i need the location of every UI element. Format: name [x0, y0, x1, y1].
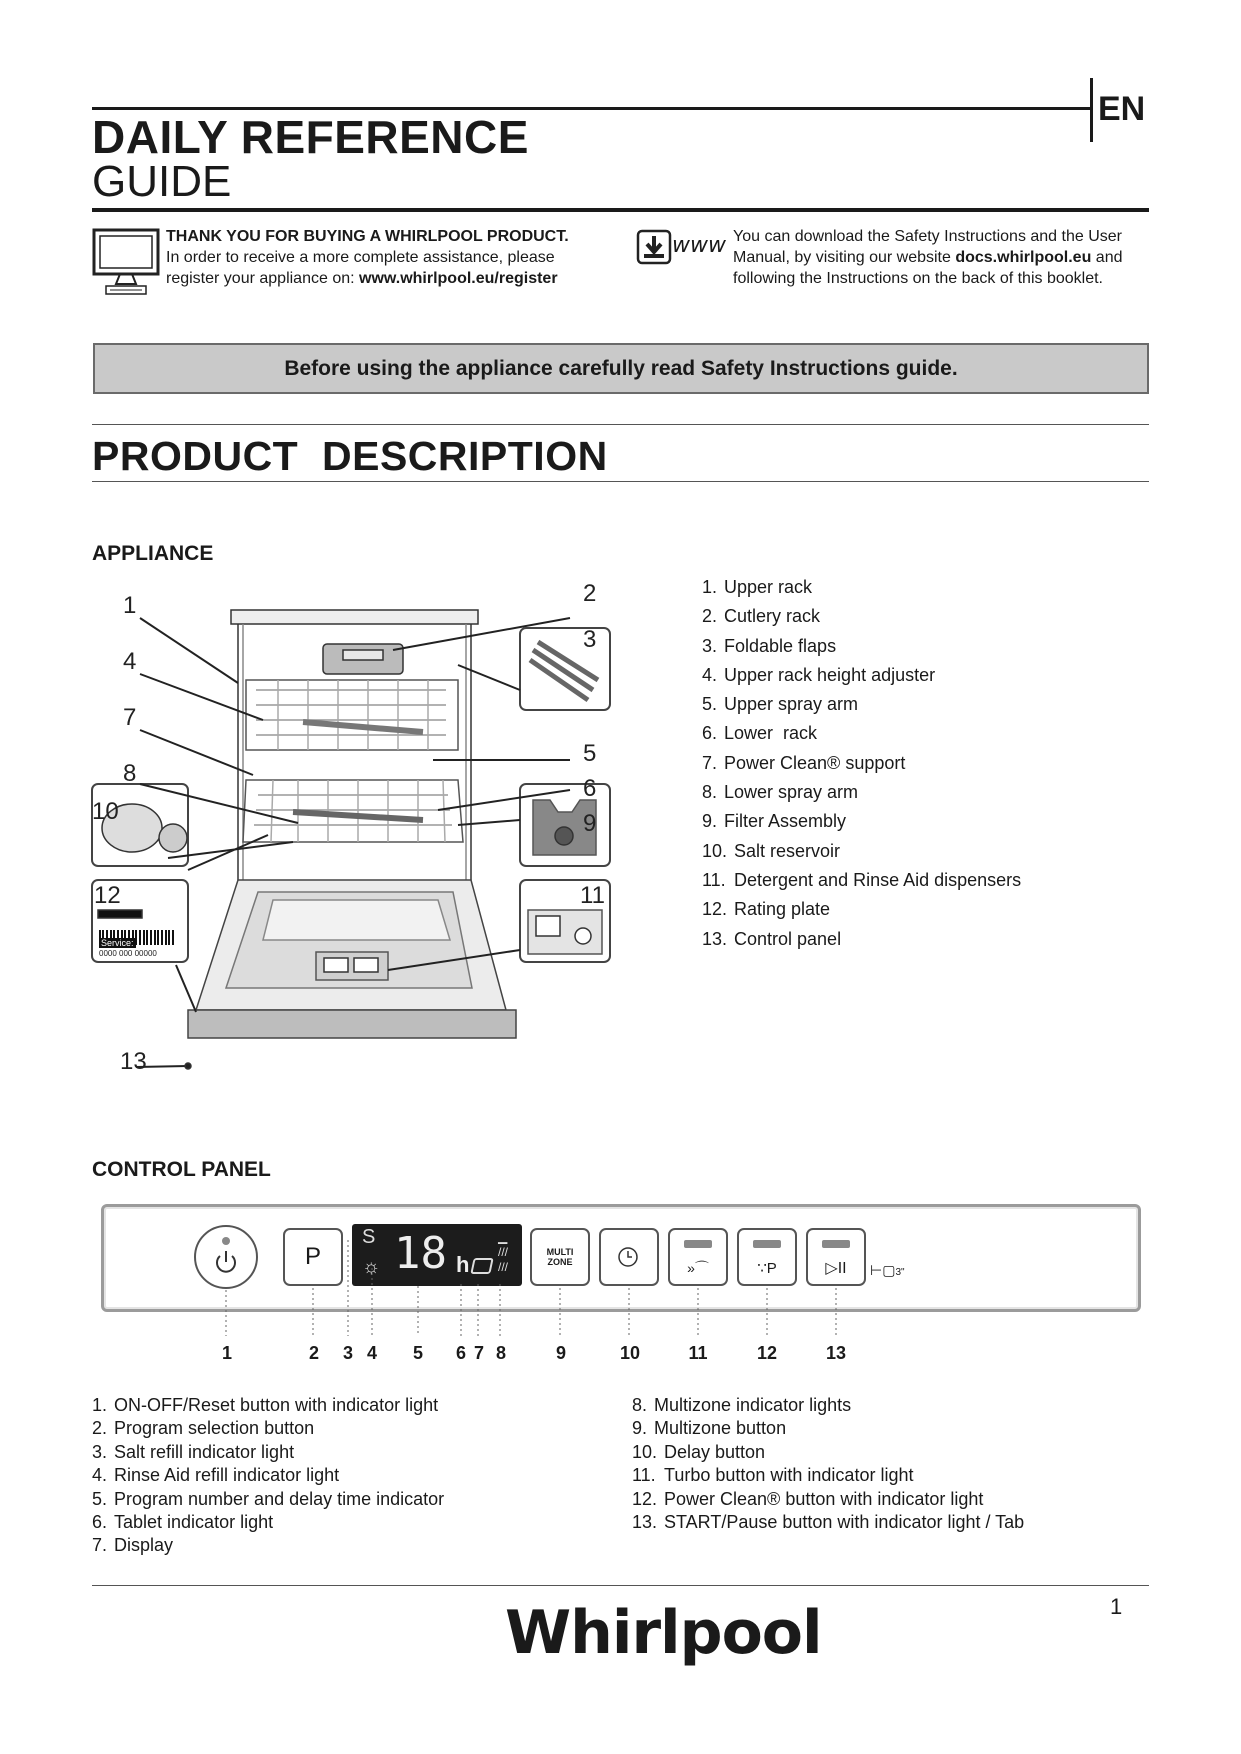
cp-number-1: 1	[221, 1343, 233, 1363]
list-item: 9. Filter Assembly	[702, 811, 847, 832]
intro-right-line2: Manual, by visiting our website	[733, 249, 956, 266]
list-item: 8. Multizone indicator lights	[632, 1395, 852, 1415]
page-number: 1	[1110, 1594, 1123, 1619]
intro-left-line3: register your appliance on:	[166, 270, 359, 287]
diagram-label-12: 12	[94, 882, 121, 909]
diagram-label-9: 9	[583, 810, 597, 837]
list-item: 12. Power Clean® button with indicator light	[632, 1488, 984, 1509]
list-item: 3. Salt refill indicator light	[92, 1441, 295, 1462]
diagram-label-8: 8	[123, 760, 137, 787]
list-item: 6. Lower rack	[702, 723, 818, 744]
cp-number-13: 13	[825, 1343, 847, 1363]
list-item: 2. Program selection button	[92, 1418, 315, 1439]
diagram-label-7: 7	[123, 704, 137, 731]
diagram-label-6: 6	[583, 775, 597, 802]
multizone-button: MULTI ZONE	[530, 1228, 590, 1286]
appliance-heading: APPLIANCE	[92, 542, 214, 565]
page-subtitle: GUIDE	[92, 157, 232, 206]
list-item: 10. Delay button	[632, 1441, 766, 1462]
cp-number-5: 5	[412, 1343, 424, 1363]
cp-number-3: 3	[342, 1343, 354, 1363]
list-item: 1. ON-OFF/Reset button with indicator light	[92, 1395, 439, 1415]
diagram-label-11: 11	[580, 882, 605, 909]
cp-number-2: 2	[308, 1343, 320, 1363]
section-title: PRODUCT DESCRIPTION	[92, 433, 608, 479]
cp-number-11: 11	[688, 1343, 708, 1363]
rating-plate-number: 0000 000 00000	[99, 949, 157, 958]
power-clean-icon: ∵P	[757, 1260, 777, 1277]
list-item: 9. Multizone button	[632, 1418, 787, 1439]
intro-left-line2: In order to receive a more complete assistance, please	[166, 249, 555, 266]
docs-link[interactable]: docs.whirlpool.eu	[955, 249, 1092, 266]
program-digits: 18	[394, 1228, 447, 1279]
rating-plate-service: Service:	[101, 938, 134, 948]
play-pause-icon: ▷II	[825, 1260, 847, 1277]
list-item: 5. Program number and delay time indicator	[92, 1488, 445, 1509]
safety-banner: Before using the appliance carefully read Safety Instructions guide.	[93, 343, 1149, 394]
cp-number-8: 8	[495, 1343, 507, 1363]
list-item: 6. Tablet indicator light	[92, 1511, 274, 1532]
diagram-label-13: 13	[120, 1048, 147, 1075]
list-item: 8. Lower spray arm	[702, 782, 859, 803]
footer-rule	[92, 1585, 1149, 1586]
program-button: P	[283, 1228, 343, 1286]
list-item: 4. Upper rack height adjuster	[702, 664, 936, 685]
list-item: 2. Cutlery rack	[702, 606, 821, 627]
list-item: 5. Upper spray arm	[702, 694, 859, 715]
list-item: 7. Display	[92, 1535, 174, 1556]
whirlpool-logo: Whirlpool	[505, 1598, 822, 1668]
list-item: 4. Rinse Aid refill indicator light	[92, 1465, 340, 1486]
diagram-label-5: 5	[583, 740, 597, 767]
language-label: EN	[1098, 90, 1146, 128]
cp-number-12: 12	[756, 1343, 778, 1363]
control-panel-list-left	[92, 1395, 444, 1559]
delay-h: h	[456, 1252, 470, 1277]
list-item: 11. Detergent and Rinse Aid dispensers	[702, 869, 1022, 890]
tab-icon: ⊢▢3"	[870, 1262, 905, 1278]
diagram-label-10: 10	[92, 798, 119, 825]
list-item: 3. Foldable flaps	[702, 635, 837, 656]
turbo-icon: »⌒	[687, 1260, 709, 1276]
diagram-label-2: 2	[583, 580, 597, 607]
multizone-bar-icon: ▁ /// ///	[498, 1230, 509, 1274]
control-panel-heading: CONTROL PANEL	[92, 1158, 271, 1181]
intro-left-heading: THANK YOU FOR BUYING A WHIRLPOOL PRODUCT.	[166, 228, 569, 245]
list-item: 13. START/Pause button with indicator light / Tab	[632, 1511, 1025, 1532]
www-icon-text: www	[672, 233, 726, 258]
register-link[interactable]: www.whirlpool.eu/register	[359, 270, 558, 287]
page-title: DAILY REFERENCE	[92, 111, 529, 163]
list-item: 13. Control panel	[702, 928, 842, 949]
list-item: 12. Rating plate	[702, 899, 831, 920]
cp-number-4: 4	[366, 1343, 378, 1363]
intro-right-line3: following the Instructions on the back of this booklet.	[733, 270, 1103, 287]
cp-number-9: 9	[555, 1343, 567, 1363]
salt-icon: S	[362, 1226, 376, 1248]
list-item: 11. Turbo button with indicator light	[632, 1465, 914, 1486]
list-item: 10. Salt reservoir	[702, 840, 841, 861]
list-item: 7. Power Clean® support	[702, 752, 906, 773]
intro-right-line1: You can download the Safety Instructions and the User	[733, 228, 1122, 245]
list-item: 1. Upper rack	[702, 577, 813, 597]
intro-right-line2-end: and	[1091, 249, 1123, 266]
cp-number-10: 10	[619, 1343, 641, 1363]
diagram-label-3: 3	[583, 626, 597, 653]
diagram-label-4: 4	[123, 648, 137, 675]
cp-number-7: 7	[473, 1343, 485, 1363]
cp-number-6: 6	[455, 1343, 467, 1363]
rinse-aid-icon: ☼	[362, 1256, 381, 1278]
diagram-label-1: 1	[123, 592, 137, 619]
control-panel-list-right	[632, 1395, 1024, 1535]
